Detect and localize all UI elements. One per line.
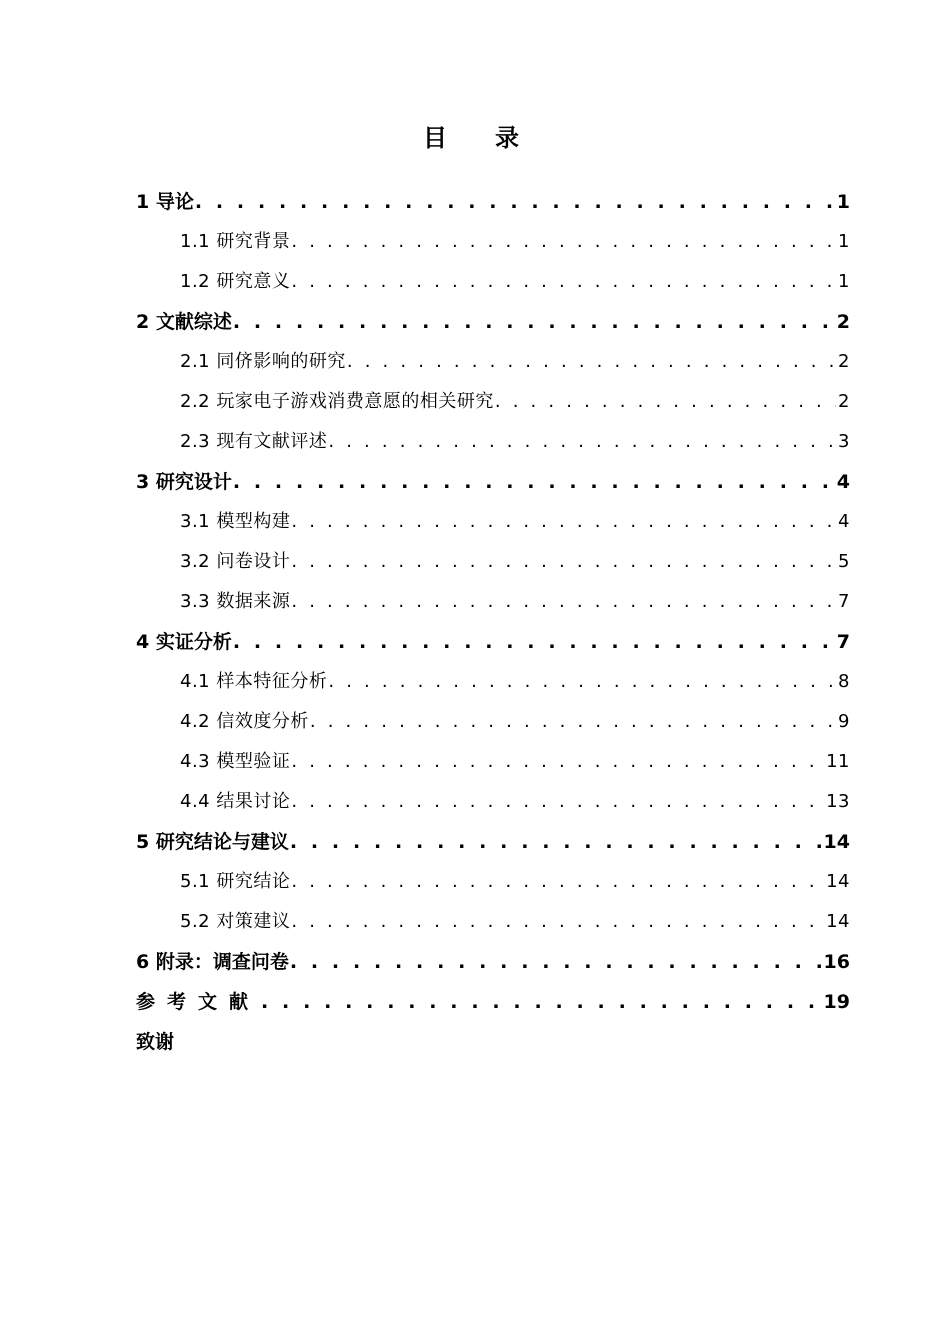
toc-entry[interactable] — [136, 382, 850, 422]
dot-leader — [291, 782, 824, 822]
toc-entry[interactable] — [136, 902, 850, 942]
dot-leader — [328, 662, 836, 702]
toc-entry-page: 19 — [823, 991, 850, 1013]
dot-leader — [291, 222, 836, 262]
dot-leader — [290, 942, 822, 982]
toc-entry[interactable] — [136, 222, 850, 262]
toc-entry[interactable] — [136, 1022, 850, 1062]
toc-entry-label: 2.1 同侪影响的研究 — [180, 351, 346, 372]
dot-leader — [195, 182, 835, 222]
toc-entry-label: 2.2 玩家电子游戏消费意愿的相关研究 — [180, 391, 494, 412]
toc-entry[interactable] — [136, 182, 850, 222]
toc-entry[interactable] — [136, 582, 850, 622]
dot-leader — [290, 822, 822, 862]
toc-entry-label: 致谢 — [136, 1031, 175, 1053]
toc-entry[interactable] — [136, 742, 850, 782]
toc-entry-label: 5.2 对策建议 — [180, 911, 291, 932]
toc-entry-page: 2 — [838, 351, 850, 372]
toc-entry[interactable] — [136, 822, 850, 862]
dot-leader — [347, 342, 836, 382]
toc-entry-label: 参考文献 — [136, 991, 261, 1013]
toc-entry-page: 11 — [826, 751, 850, 772]
dot-leader — [291, 542, 836, 582]
toc-entry-page: 7 — [838, 591, 850, 612]
dot-leader — [495, 382, 836, 422]
toc-entry-page: 8 — [838, 671, 850, 692]
dot-leader — [291, 742, 824, 782]
toc-entry-label: 4.4 结果讨论 — [180, 791, 291, 812]
toc-entry-label: 6 附录：调查问卷 — [136, 951, 289, 973]
dot-leader — [233, 462, 835, 502]
toc-entry-page: 13 — [826, 791, 850, 812]
toc-entry[interactable] — [136, 542, 850, 582]
toc-entry-page: 1 — [838, 271, 850, 292]
toc-entry-label: 3.3 数据来源 — [180, 591, 291, 612]
dot-leader — [291, 502, 836, 542]
toc-entry[interactable] — [136, 662, 850, 702]
toc-entry-page: 9 — [838, 711, 850, 732]
toc-entry-page: 1 — [838, 231, 850, 252]
toc-entry[interactable] — [136, 462, 850, 502]
toc-entry-page: 5 — [838, 551, 850, 572]
dot-leader — [328, 422, 836, 462]
dot-leader — [291, 262, 836, 302]
toc-entry-page: 2 — [836, 311, 850, 333]
toc-entry-label: 5 研究结论与建议 — [136, 831, 289, 853]
toc-list — [136, 182, 850, 1062]
toc-entry-label: 2 文献综述 — [136, 311, 232, 333]
toc-entry[interactable] — [136, 702, 850, 742]
toc-entry-page: 4 — [838, 511, 850, 532]
toc-entry-label: 5.1 研究结论 — [180, 871, 291, 892]
toc-entry-page: 7 — [836, 631, 850, 653]
toc-entry[interactable] — [136, 302, 850, 342]
toc-entry[interactable] — [136, 982, 850, 1022]
toc-entry[interactable] — [136, 422, 850, 462]
toc-entry-label: 4.3 模型验证 — [180, 751, 291, 772]
dot-leader — [233, 302, 835, 342]
toc-entry-label: 2.3 现有文献评述 — [180, 431, 328, 452]
toc-entry[interactable] — [136, 502, 850, 542]
toc-entry-page: 1 — [836, 191, 850, 213]
dot-leader — [291, 582, 836, 622]
toc-entry[interactable] — [136, 342, 850, 382]
toc-entry[interactable] — [136, 262, 850, 302]
toc-entry-label: 4.1 样本特征分析 — [180, 671, 328, 692]
toc-entry-page: 2 — [838, 391, 850, 412]
toc-entry-label: 3 研究设计 — [136, 471, 232, 493]
toc-entry[interactable] — [136, 622, 850, 662]
dot-leader — [291, 902, 824, 942]
toc-entry-label: 3.2 问卷设计 — [180, 551, 291, 572]
toc-entry-label: 1.2 研究意义 — [180, 271, 291, 292]
dot-leader — [310, 702, 836, 742]
toc-entry-page: 3 — [838, 431, 850, 452]
toc-entry[interactable] — [136, 782, 850, 822]
toc-entry-label: 4 实证分析 — [136, 631, 232, 653]
toc-entry-page: 14 — [823, 831, 850, 853]
toc-entry-page: 14 — [826, 911, 850, 932]
toc-entry-label: 1.1 研究背景 — [180, 231, 291, 252]
toc-entry-label: 1 导论 — [136, 191, 194, 213]
toc-entry-page: 14 — [826, 871, 850, 892]
toc-entry-label: 4.2 信效度分析 — [180, 711, 309, 732]
dot-leader — [291, 862, 824, 902]
toc-entry[interactable] — [136, 862, 850, 902]
dot-leader — [261, 982, 822, 1022]
toc-entry-page: 4 — [836, 471, 850, 493]
toc-entry-page: 16 — [823, 951, 850, 973]
dot-leader — [233, 622, 835, 662]
toc-entry[interactable] — [136, 942, 850, 982]
toc-title: 目录 — [423, 124, 567, 152]
toc-entry-label: 3.1 模型构建 — [180, 511, 291, 532]
